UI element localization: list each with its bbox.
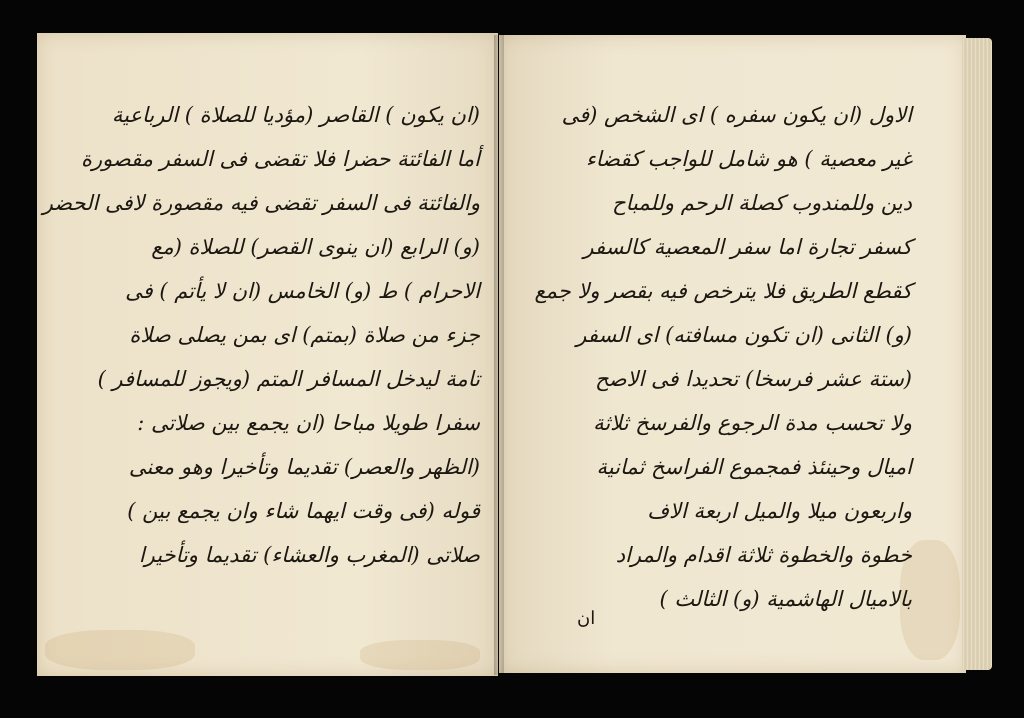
text-line: واربعون ميلا والميل اربعة الاف: [647, 499, 912, 523]
text-line: تامة ليدخل المسافر المتم (ويجوز للمسافر ): [97, 367, 480, 391]
catchword: ان: [577, 608, 596, 629]
paper-stain: [45, 630, 195, 670]
text-line: خطوة والخطوة ثلاثة اقدام والمراد: [615, 543, 912, 567]
text-line: ولا تحسب مدة الرجوع والفرسخ ثلاثة: [593, 411, 912, 435]
text-line: الاحرام ) ط (و) الخامس (ان لا يأتم ) فى: [125, 279, 480, 303]
text-line: جزء من صلاة (بمتم) اى بمن يصلى صلاة: [129, 323, 480, 347]
paper-stain: [360, 640, 480, 670]
text-line: قوله (فى وقت ايهما شاء وان يجمع بين ): [127, 499, 480, 523]
text-line: والفائتة فى السفر تقضى فيه مقصورة لافى الحضر: [42, 191, 480, 215]
book-gutter: [494, 35, 504, 675]
text-line: اميال وحينئذ فمجموع الفراسخ ثمانية: [596, 455, 912, 479]
text-line: (ستة عشر فرسخا) تحديدا فى الاصح: [595, 367, 912, 391]
page-edges: [962, 38, 992, 670]
text-line: غير معصية ) هو شامل للواجب كقضاء: [585, 147, 912, 171]
text-line: (و) الثانى (ان تكون مسافته) اى السفر: [576, 323, 912, 347]
right-page-text: [534, 93, 912, 621]
text-line: (الظهر والعصر) تقديما وتأخيرا وهو معنى: [128, 455, 480, 479]
text-line: دين وللمندوب كصلة الرحم وللمباح: [612, 191, 912, 215]
text-line: كقطع الطريق فلا يترخص فيه بقصر ولا جمع: [534, 279, 912, 303]
left-page-text: [42, 93, 480, 577]
text-line: صلاتى (المغرب والعشاء) تقديما وتأخيرا: [138, 543, 480, 567]
text-line: سفرا طويلا مباحا (ان يجمع بين صلاتى :: [137, 411, 480, 435]
text-line: (و) الرابع (ان ينوى القصر) للصلاة (مع: [151, 235, 480, 259]
text-line: كسفر تجارة اما سفر المعصية كالسفر: [583, 235, 912, 259]
text-line: أما الفائتة حضرا فلا تقضى فى السفر مقصورة: [80, 147, 480, 171]
text-line: بالاميال الهاشمية (و) الثالث ): [659, 587, 912, 611]
text-line: (ان يكون ) القاصر (مؤديا للصلاة ) الرباعية: [111, 103, 480, 127]
text-line: الاول (ان يكون سفره ) اى الشخص (فى: [561, 103, 912, 127]
